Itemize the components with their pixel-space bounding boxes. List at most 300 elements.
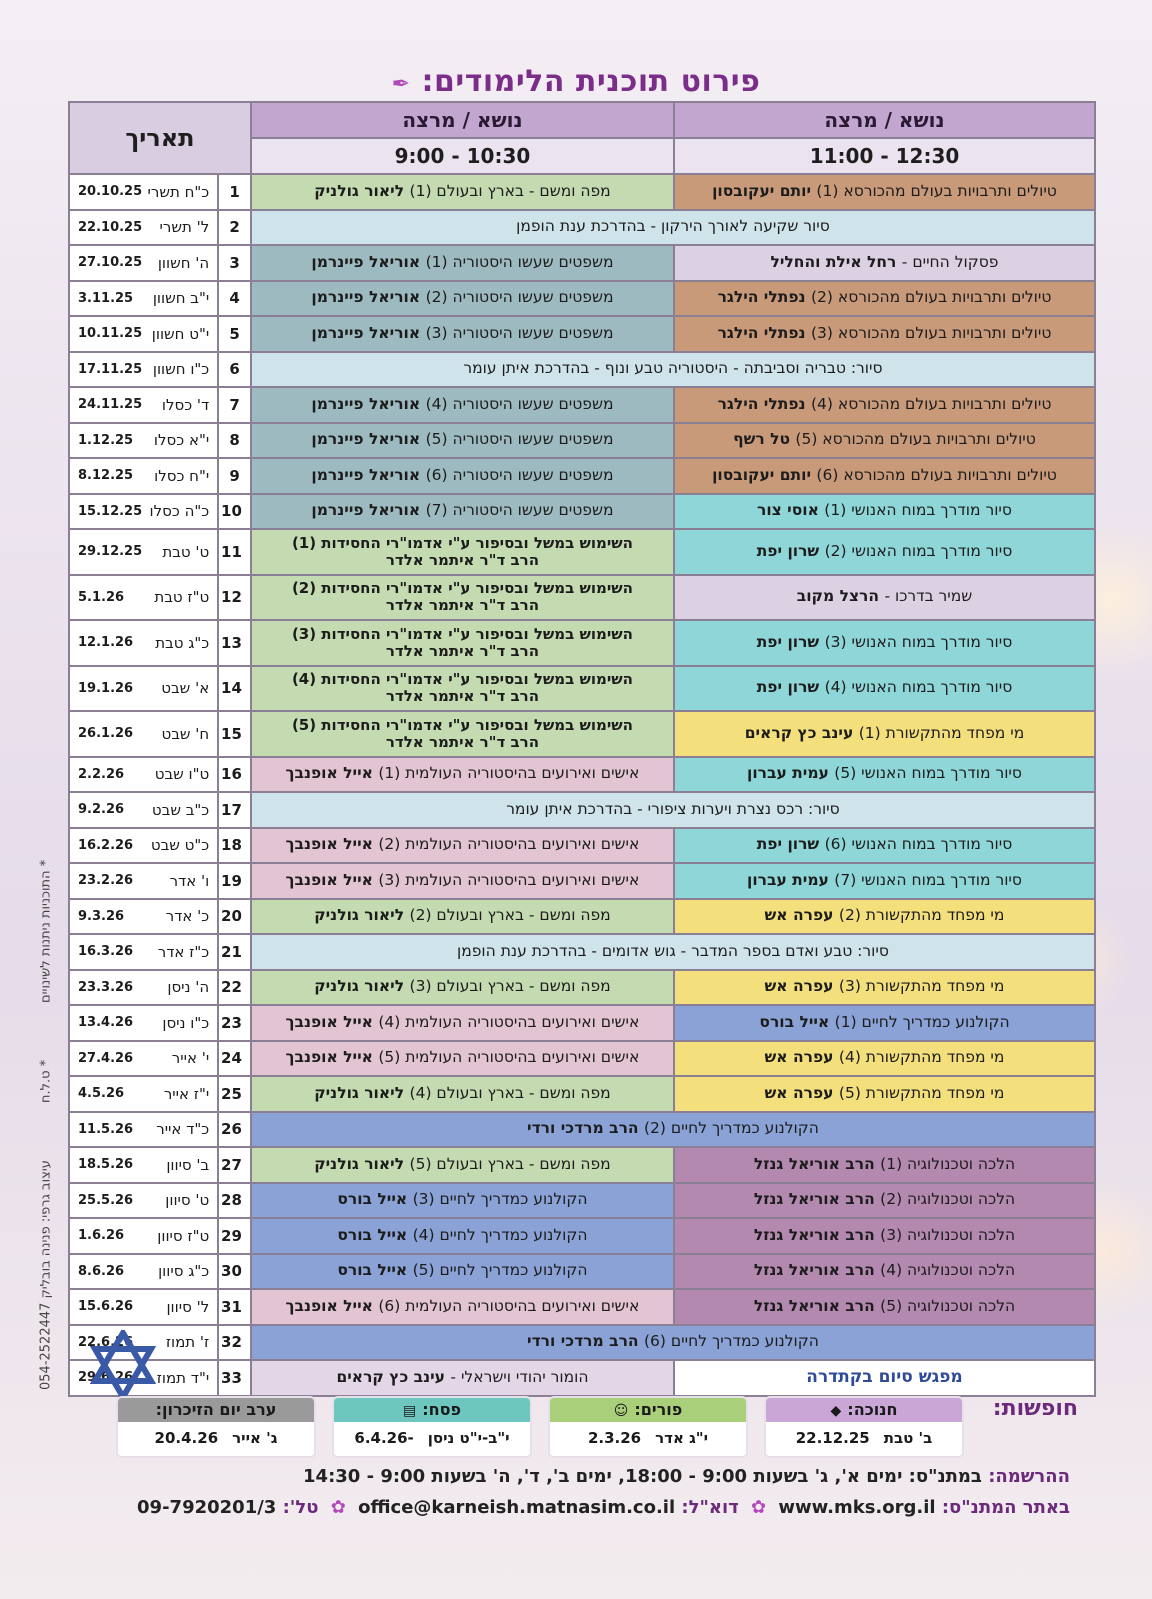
session-topic: אישים ואירועים בהיסטוריה העולמית (6) bbox=[378, 1296, 640, 1315]
session-date bbox=[69, 1041, 218, 1077]
hebrew-date: ד' כסלו bbox=[161, 395, 210, 414]
session-topic: משפטים שעשו היסטוריה (1) bbox=[425, 252, 614, 271]
table-row bbox=[69, 792, 1095, 828]
session-number: 18 bbox=[218, 828, 251, 864]
session-lecturer: ליאור גולניק bbox=[314, 1154, 405, 1173]
session-cell-first bbox=[251, 494, 674, 530]
table-row bbox=[69, 494, 1095, 530]
hebrew-date: ב' סיוון bbox=[166, 1155, 210, 1174]
table-row bbox=[69, 245, 1095, 281]
table-row bbox=[69, 1360, 1095, 1396]
registration-text: במתנ"ס: ימים א', ג' בשעות 9:00 - 18:00, ימים ב', ד', ה' בשעות 9:00 - 14:30 bbox=[303, 1466, 982, 1487]
session-lecturer: עינב כץ קראים bbox=[744, 723, 854, 742]
schedule-body bbox=[69, 174, 1095, 1396]
table-row bbox=[69, 1183, 1095, 1219]
session-cell-combined bbox=[251, 934, 1095, 970]
vacation-date: י"ג אדר2.3.26 bbox=[587, 1429, 709, 1447]
table-row bbox=[69, 1289, 1095, 1325]
table-row bbox=[69, 1076, 1095, 1112]
session-cell-first bbox=[251, 1147, 674, 1183]
table-row bbox=[69, 899, 1095, 935]
table-row bbox=[69, 529, 1095, 575]
session-lecturer: הרב ד"ר איתמר אלדר bbox=[385, 732, 540, 751]
table-row bbox=[69, 1218, 1095, 1254]
session-topic: משפטים שעשו היסטוריה (5) bbox=[425, 430, 614, 449]
session-topic: משפטים שעשו היסטוריה (7) bbox=[425, 501, 614, 520]
session-date bbox=[69, 792, 218, 828]
gregorian-date: 9.3.26 bbox=[78, 908, 125, 924]
session-topic: הקולנוע כמדריך לחיים (3) bbox=[412, 1190, 588, 1209]
session-topic: משפטים שעשו היסטוריה (4) bbox=[425, 394, 614, 413]
session-lecturer: הרב ד"ר איתמר אלדר bbox=[385, 641, 540, 660]
session-cell-first bbox=[251, 1041, 674, 1077]
session-topic: מי מפחד מהתקשורת (3) bbox=[838, 977, 1005, 996]
session-cell-second bbox=[674, 1005, 1095, 1041]
session-topic: סיור מודרך במוח האנושי (3) bbox=[824, 632, 1013, 651]
session-number: 32 bbox=[218, 1325, 251, 1361]
hebrew-date: כ"ז אדר bbox=[157, 942, 210, 961]
side-notes bbox=[26, 860, 66, 1390]
session-cell-first bbox=[251, 1254, 674, 1290]
session-topic: הלכה וטכנולוגיה (4) bbox=[880, 1261, 1016, 1280]
session-topic: סיור: רכס נצרת ויערות ציפורי - בהדרכת איתן עומר bbox=[506, 799, 840, 818]
bullet-icon: ✿ bbox=[330, 1497, 346, 1518]
session-lecturer: ליאור גולניק bbox=[314, 1083, 405, 1102]
session-cell-first bbox=[251, 828, 674, 864]
hebrew-date: כ"ב שבט bbox=[151, 800, 210, 819]
session-cell-second bbox=[674, 899, 1095, 935]
session-number: 5 bbox=[218, 316, 251, 352]
session-lecturer: אייל אופנבך bbox=[285, 835, 373, 854]
design-credit: עיצוב גרפי: פנינה בובליק 054-2522447 bbox=[38, 1160, 54, 1390]
session-lecturer: הרב אוריאל גנזל bbox=[753, 1261, 875, 1280]
session-date bbox=[69, 387, 218, 423]
session-cell-first bbox=[251, 1183, 674, 1219]
session-date bbox=[69, 575, 218, 621]
session-number: 24 bbox=[218, 1041, 251, 1077]
session-lecturer: הרב ד"ר איתמר אלדר bbox=[385, 550, 540, 569]
hebrew-date: כ"ד אייר bbox=[156, 1120, 210, 1139]
hebrew-date: ה' חשוון bbox=[157, 253, 210, 272]
session-cell-second bbox=[674, 1218, 1095, 1254]
registration-line bbox=[60, 1466, 1070, 1487]
star-of-david-icon bbox=[88, 1330, 158, 1400]
session-date bbox=[69, 1112, 218, 1148]
session-cell-first bbox=[251, 1076, 674, 1112]
registration-label: ההרשמה: bbox=[988, 1466, 1070, 1487]
table-row bbox=[69, 458, 1095, 494]
session-date bbox=[69, 934, 218, 970]
session-lecturer: הרב ד"ר איתמר אלדר bbox=[385, 687, 540, 706]
session-number: 26 bbox=[218, 1112, 251, 1148]
table-row bbox=[69, 352, 1095, 388]
vacation-title: חנוכה:◆ bbox=[766, 1398, 962, 1422]
session-topic: משפטים שעשו היסטוריה (2) bbox=[425, 288, 614, 307]
session-cell-second bbox=[674, 1254, 1095, 1290]
table-row bbox=[69, 174, 1095, 210]
session-topic: סיור: טבריה וסביבתה - היסטוריה טבע ונוף - בהדרכת איתן עומר bbox=[463, 359, 883, 378]
table-row bbox=[69, 666, 1095, 712]
session-topic: השימוש במשל ובסיפור ע"י אדמו"רי החסידות (1) bbox=[291, 533, 633, 552]
session-cell-combined bbox=[251, 792, 1095, 828]
session-number: 16 bbox=[218, 757, 251, 793]
session-number: 2 bbox=[218, 210, 251, 246]
session-date bbox=[69, 494, 218, 530]
table-row bbox=[69, 281, 1095, 317]
session-date bbox=[69, 529, 218, 575]
session-topic: מי מפחד מהתקשורת (2) bbox=[838, 906, 1005, 925]
session-lecturer: עמית עברון bbox=[747, 870, 829, 889]
session-topic: סיור מודרך במוח האנושי (6) bbox=[824, 835, 1013, 854]
hebrew-date: ט"ז טבת bbox=[154, 588, 210, 607]
session-number: 9 bbox=[218, 458, 251, 494]
session-lecturer: אוריאל פיינרמן bbox=[311, 252, 421, 271]
session-cell-second bbox=[674, 1041, 1095, 1077]
session-topic: הומור יהודי וישראלי - bbox=[450, 1367, 589, 1386]
gregorian-date: 2.2.26 bbox=[78, 766, 125, 782]
hebrew-date: י"ט חשוון bbox=[151, 324, 210, 343]
session-topic: אישים ואירועים בהיסטוריה העולמית (5) bbox=[378, 1048, 640, 1067]
session-lecturer: אייל אופנבך bbox=[285, 1048, 373, 1067]
gregorian-date: 8.6.26 bbox=[78, 1263, 125, 1279]
session-cell-first bbox=[251, 970, 674, 1006]
page-title bbox=[0, 64, 1152, 99]
session-number: 1 bbox=[218, 174, 251, 210]
vacation-title: ערב יום הזיכרון: bbox=[118, 1398, 314, 1422]
gregorian-date: 3.11.25 bbox=[78, 290, 134, 306]
session-number: 6 bbox=[218, 352, 251, 388]
hebrew-date: י"ח כסלו bbox=[154, 466, 210, 485]
gregorian-date: 23.3.26 bbox=[78, 979, 134, 995]
session-topic: מי מפחד מהתקשורת (1) bbox=[858, 723, 1025, 742]
dreidel-icon: ◆ bbox=[830, 1403, 842, 1419]
session-topic: הקולנוע כמדריך לחיים (1) bbox=[834, 1012, 1010, 1031]
hebrew-date: ט' סיוון bbox=[165, 1191, 210, 1210]
session-date bbox=[69, 863, 218, 899]
table-row bbox=[69, 387, 1095, 423]
email-label: דוא"ל: bbox=[681, 1497, 739, 1518]
session-number: 4 bbox=[218, 281, 251, 317]
gregorian-date: 29.12.25 bbox=[78, 544, 143, 560]
hebrew-date: י"ב חשוון bbox=[152, 289, 210, 308]
session-number: 12 bbox=[218, 575, 251, 621]
session-lecturer: אוריאל פיינרמן bbox=[311, 288, 421, 307]
session-date bbox=[69, 620, 218, 666]
gregorian-date: 10.11.25 bbox=[78, 326, 143, 342]
email-link[interactable]: office@karneish.matnasim.co.il bbox=[358, 1497, 676, 1518]
gregorian-date: 4.5.26 bbox=[78, 1086, 125, 1102]
session-cell-second bbox=[674, 174, 1095, 210]
session-number: 13 bbox=[218, 620, 251, 666]
session-cell-second bbox=[674, 458, 1095, 494]
hebrew-date: י' אייר bbox=[171, 1049, 210, 1068]
session-date bbox=[69, 1147, 218, 1183]
session-lecturer: ליאור גולניק bbox=[314, 906, 405, 925]
session-lecturer: הרצל מקוב bbox=[796, 587, 880, 606]
session-lecturer: אייל אופנבך bbox=[285, 1296, 373, 1315]
session-cell-first bbox=[251, 245, 674, 281]
session-lecturer: שרון יפת bbox=[756, 678, 820, 697]
session-topic: השימוש במשל ובסיפור ע"י אדמו"רי החסידות (2) bbox=[291, 579, 633, 597]
session-cell-second bbox=[674, 245, 1095, 281]
session-lecturer: אייל אופנבך bbox=[285, 1012, 373, 1031]
session-cell-first bbox=[251, 863, 674, 899]
session-number: 33 bbox=[218, 1360, 251, 1396]
session-number: 14 bbox=[218, 666, 251, 712]
session-date bbox=[69, 970, 218, 1006]
session-lecturer: ליאור גולניק bbox=[314, 181, 405, 200]
header-time-2: 12:30 - 11:00 bbox=[674, 138, 1095, 174]
session-topic: השימוש במשל ובסיפור ע"י אדמו"רי החסידות (3) bbox=[291, 624, 633, 643]
session-date bbox=[69, 711, 218, 757]
session-cell-second bbox=[674, 828, 1095, 864]
session-topic: הקולנוע כמדריך לחיים (4) bbox=[412, 1225, 588, 1244]
session-topic: סיור מודרך במוח האנושי (5) bbox=[834, 764, 1022, 783]
session-lecturer: הרב אוריאל גנזל bbox=[753, 1154, 875, 1173]
session-topic: הלכה וטכנולוגיה (1) bbox=[880, 1154, 1016, 1173]
table-row bbox=[69, 1041, 1095, 1077]
session-lecturer: הרב אוריאל גנזל bbox=[753, 1225, 875, 1244]
gregorian-date: 9.2.26 bbox=[78, 802, 125, 818]
session-date bbox=[69, 174, 218, 210]
session-date bbox=[69, 666, 218, 712]
session-number: 19 bbox=[218, 863, 251, 899]
session-cell-combined bbox=[251, 1112, 1095, 1148]
hebrew-date: ל' סיוון bbox=[166, 1297, 210, 1316]
session-topic: טיולים ותרבויות בעולם מהכורסא (3) bbox=[810, 323, 1052, 342]
header-topic-1: נושא / מרצה bbox=[251, 102, 674, 138]
session-lecturer: אוריאל פיינרמן bbox=[311, 465, 421, 484]
session-number: 20 bbox=[218, 899, 251, 935]
session-topic: מפה ומשם - בארץ ובעולם (4) bbox=[409, 1083, 611, 1102]
gregorian-date: 24.11.25 bbox=[78, 397, 143, 413]
session-topic: מפה ומשם - בארץ ובעולם (5) bbox=[409, 1154, 611, 1173]
session-cell-first bbox=[251, 757, 674, 793]
session-cell-second bbox=[674, 666, 1095, 712]
session-lecturer: עפרה אש bbox=[764, 977, 834, 996]
gregorian-date: 13.4.26 bbox=[78, 1015, 134, 1031]
session-lecturer: עפרה אש bbox=[764, 906, 834, 925]
session-cell-first bbox=[251, 666, 674, 712]
hebrew-date: כ"ג סיוון bbox=[158, 1262, 210, 1281]
session-number: 31 bbox=[218, 1289, 251, 1325]
table-row bbox=[69, 1005, 1095, 1041]
gregorian-date: 18.5.26 bbox=[78, 1157, 134, 1173]
session-lecturer: אייל בורס bbox=[337, 1225, 408, 1244]
gregorian-date: 22.6.26 bbox=[78, 1334, 134, 1350]
side-note-changes: * התוכניות ניתנות לשינויים bbox=[38, 860, 54, 1004]
session-topic: אישים ואירועים בהיסטוריה העולמית (1) bbox=[378, 764, 640, 783]
hebrew-date: י"ז אייר bbox=[163, 1084, 210, 1103]
vacation-memorial-day bbox=[118, 1398, 314, 1456]
page-title-text: פירוט תוכנית הלימודים: bbox=[421, 64, 761, 99]
table-row bbox=[69, 423, 1095, 459]
session-lecturer: אייל בורס bbox=[337, 1261, 408, 1280]
session-number: 28 bbox=[218, 1183, 251, 1219]
gregorian-date: 17.11.25 bbox=[78, 361, 143, 377]
session-topic: סיור מודרך במוח האנושי (2) bbox=[824, 541, 1013, 560]
session-lecturer: אייל אופנבך bbox=[285, 870, 373, 889]
gregorian-date: 27.10.25 bbox=[78, 255, 143, 271]
session-date bbox=[69, 210, 218, 246]
gregorian-date: 11.5.26 bbox=[78, 1121, 134, 1137]
session-topic: הקולנוע כמדריך לחיים (6) bbox=[643, 1332, 819, 1351]
session-lecturer: אוריאל פיינרמן bbox=[311, 394, 421, 413]
session-cell-second bbox=[674, 970, 1095, 1006]
session-lecturer: שרון יפת bbox=[756, 632, 820, 651]
table-row bbox=[69, 1325, 1095, 1361]
contact-line bbox=[60, 1497, 1070, 1518]
session-lecturer: אוריאל פיינרמן bbox=[311, 501, 421, 520]
session-cell-first bbox=[251, 1218, 674, 1254]
session-date bbox=[69, 316, 218, 352]
header-date: תאריך bbox=[69, 102, 251, 174]
session-topic: מי מפחד מהתקשורת (5) bbox=[838, 1083, 1005, 1102]
hebrew-date: כ"ה כסלו bbox=[149, 502, 210, 521]
session-cell-first bbox=[251, 423, 674, 459]
session-topic: משפטים שעשו היסטוריה (6) bbox=[425, 465, 614, 484]
session-topic: הלכה וטכנולוגיה (3) bbox=[880, 1225, 1016, 1244]
session-cell-second bbox=[674, 387, 1095, 423]
session-cell-second bbox=[674, 620, 1095, 666]
hebrew-date: כ"ו חשוון bbox=[152, 360, 210, 379]
session-cell-first bbox=[251, 899, 674, 935]
table-row bbox=[69, 934, 1095, 970]
session-lecturer: נפתלי הילגר bbox=[717, 394, 806, 413]
header-topic-2: נושא / מרצה bbox=[674, 102, 1095, 138]
gregorian-date: 16.2.26 bbox=[78, 837, 134, 853]
gregorian-date: 26.1.26 bbox=[78, 726, 134, 742]
session-cell-second bbox=[674, 494, 1095, 530]
session-cell-second bbox=[674, 281, 1095, 317]
session-cell-first bbox=[251, 316, 674, 352]
gregorian-date: 5.1.26 bbox=[78, 589, 125, 605]
schedule-table bbox=[68, 101, 1096, 1397]
session-date bbox=[69, 1218, 218, 1254]
table-row bbox=[69, 620, 1095, 666]
session-topic: הקולנוע כמדריך לחיים (2) bbox=[643, 1119, 819, 1138]
hebrew-date: י"ד תמוז bbox=[156, 1368, 210, 1387]
session-lecturer: יותם יעקובסון bbox=[712, 465, 812, 484]
table-row bbox=[69, 970, 1095, 1006]
session-cell-second bbox=[674, 529, 1095, 575]
session-lecturer: ליאור גולניק bbox=[314, 977, 405, 996]
session-lecturer: אוריאל פיינרמן bbox=[311, 323, 421, 342]
session-topic: פסקול החיים - bbox=[901, 252, 999, 271]
gregorian-date: 8.12.25 bbox=[78, 468, 134, 484]
session-number: 17 bbox=[218, 792, 251, 828]
session-cell-second bbox=[674, 1289, 1095, 1325]
bullet-icon: ✿ bbox=[751, 1497, 767, 1518]
session-cell-first bbox=[251, 620, 674, 666]
session-topic: השימוש במשל ובסיפור ע"י אדמו"רי החסידות (5) bbox=[291, 715, 633, 734]
hebrew-date: ו' אדר bbox=[169, 871, 210, 890]
session-lecturer: עפרה אש bbox=[764, 1083, 834, 1102]
session-number: 29 bbox=[218, 1218, 251, 1254]
hebrew-date: ל' תשרי bbox=[159, 218, 210, 237]
table-row bbox=[69, 316, 1095, 352]
table-row bbox=[69, 757, 1095, 793]
session-lecturer: רחל אילת והחליל bbox=[770, 252, 897, 271]
session-cell-first bbox=[251, 1360, 674, 1396]
session-topic: הקולנוע כמדריך לחיים (5) bbox=[412, 1261, 588, 1280]
session-date bbox=[69, 423, 218, 459]
site-link[interactable]: www.mks.org.il bbox=[778, 1497, 936, 1518]
gregorian-date: 20.10.25 bbox=[78, 184, 143, 200]
session-topic: טיולים ותרבויות בעולם מהכורסא (1) bbox=[816, 181, 1057, 200]
session-cell-second bbox=[674, 711, 1095, 757]
matzah-icon: ▤ bbox=[402, 1403, 417, 1419]
hebrew-date: י"א כסלו bbox=[153, 431, 210, 450]
session-topic: טיולים ותרבויות בעולם מהכורסא (2) bbox=[810, 288, 1052, 307]
session-topic: הלכה וטכנולוגיה (5) bbox=[880, 1296, 1016, 1315]
session-lecturer: הרב מרדכי ורדי bbox=[527, 1119, 639, 1138]
session-topic: סיור: טבע ואדם בספר המדבר - גוש אדומים - בהדרכת ענת הופמן bbox=[457, 941, 889, 960]
session-lecturer: עינב כץ קראים bbox=[336, 1367, 446, 1386]
table-row bbox=[69, 863, 1095, 899]
session-number: 23 bbox=[218, 1005, 251, 1041]
hebrew-date: כ"ו ניסן bbox=[162, 1013, 210, 1032]
session-date bbox=[69, 1005, 218, 1041]
table-row bbox=[69, 1147, 1095, 1183]
hebrew-date: כ"ח תשרי bbox=[147, 182, 210, 201]
session-cell-first bbox=[251, 529, 674, 575]
session-date bbox=[69, 458, 218, 494]
session-lecturer: אייל בורס bbox=[759, 1012, 830, 1031]
session-cell-second bbox=[674, 1183, 1095, 1219]
gregorian-date: 1.6.26 bbox=[78, 1228, 125, 1244]
phone-number[interactable]: 09-7920201/3 bbox=[137, 1497, 277, 1518]
session-topic: אישים ואירועים בהיסטוריה העולמית (2) bbox=[378, 835, 640, 854]
table-row bbox=[69, 210, 1095, 246]
session-topic: מפה ומשם - בארץ ובעולם (3) bbox=[409, 977, 611, 996]
session-topic: אישים ואירועים בהיסטוריה העולמית (3) bbox=[378, 870, 640, 889]
session-cell-second bbox=[674, 423, 1095, 459]
session-lecturer: עמית עברון bbox=[747, 764, 829, 783]
mask-icon: ☺ bbox=[613, 1403, 629, 1419]
session-lecturer: שרון יפת bbox=[756, 835, 820, 854]
session-cell-second bbox=[674, 316, 1095, 352]
hebrew-date: ט"ו שבט bbox=[154, 765, 210, 784]
session-lecturer: אוריאל פיינרמן bbox=[311, 430, 421, 449]
session-lecturer: הרב אוריאל גנזל bbox=[753, 1190, 875, 1209]
session-cell-combined bbox=[251, 352, 1095, 388]
gregorian-date: 15.6.26 bbox=[78, 1299, 134, 1315]
table-row bbox=[69, 828, 1095, 864]
session-topic: טיולים ותרבויות בעולם מהכורסא (4) bbox=[810, 394, 1052, 413]
hebrew-date: כ"ג טבת bbox=[155, 633, 210, 652]
session-cell-first bbox=[251, 1289, 674, 1325]
session-date bbox=[69, 352, 218, 388]
session-topic: מפה ומשם - בארץ ובעולם (2) bbox=[409, 906, 611, 925]
gregorian-date: 16.3.26 bbox=[78, 944, 134, 960]
gregorian-date: 15.12.25 bbox=[78, 503, 143, 519]
session-date bbox=[69, 1289, 218, 1325]
session-cell-first bbox=[251, 387, 674, 423]
vacation-hanukkah bbox=[766, 1398, 962, 1456]
session-lecturer: אוסי צור bbox=[757, 501, 819, 520]
vacation-purim bbox=[550, 1398, 746, 1456]
gregorian-date: 22.10.25 bbox=[78, 219, 143, 235]
session-lecturer: עפרה אש bbox=[764, 1048, 834, 1067]
vacation-title: פסח:▤ bbox=[334, 1398, 530, 1422]
session-topic: סיור שקיעה לאורך הירקון - בהדרכת ענת הופמן bbox=[516, 217, 830, 236]
gregorian-date: 19.1.26 bbox=[78, 680, 134, 696]
session-date bbox=[69, 899, 218, 935]
session-number: 22 bbox=[218, 970, 251, 1006]
session-date bbox=[69, 1183, 218, 1219]
session-topic: מי מפחד מהתקשורת (4) bbox=[838, 1048, 1005, 1067]
